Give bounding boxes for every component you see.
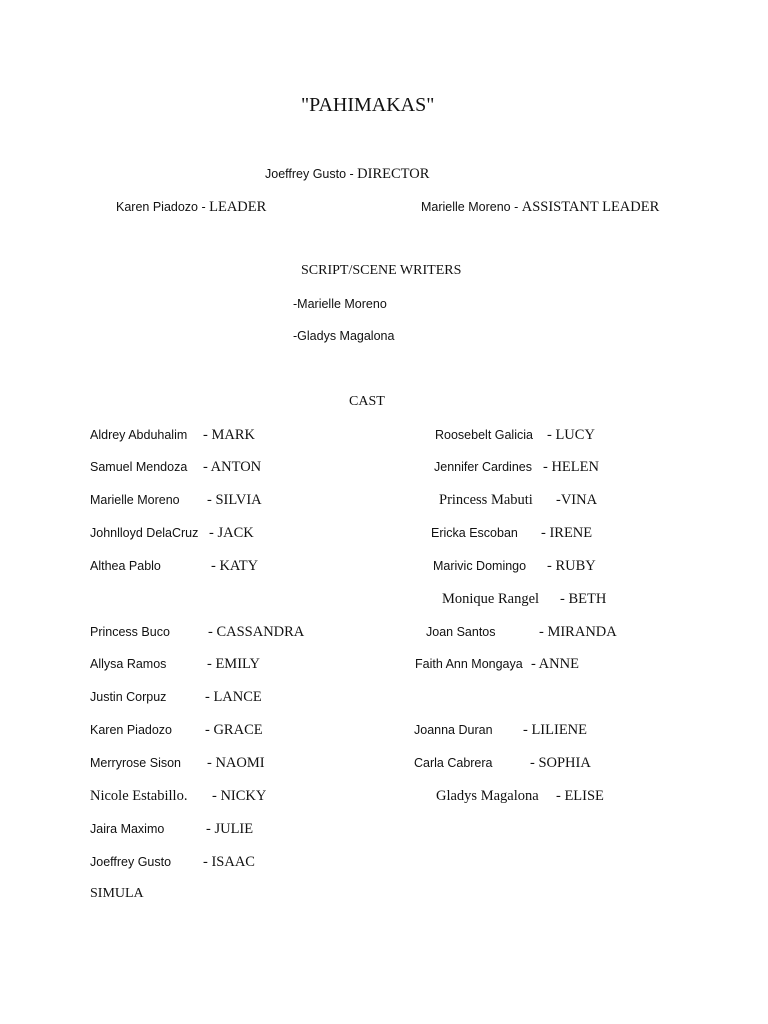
cast-actor-name: Johnlloyd DelaCruz	[90, 526, 199, 540]
cast-actor-name: Nicole Estabillo.	[90, 788, 188, 804]
cast-actor-name: Merryrose Sison	[90, 756, 181, 770]
cast-actor-name: Allysa Ramos	[90, 657, 167, 671]
cast-character: - CASSANDRA	[208, 624, 305, 640]
cast-actor-name: Joeffrey Gusto	[90, 855, 172, 869]
cast-character: - SILVIA	[207, 492, 262, 508]
cast-character: - ANNE	[531, 656, 579, 672]
cast-actor-name: Ericka Escoban	[431, 526, 518, 540]
cast-character: - ISAAC	[203, 854, 255, 870]
cast-character: - ELISE	[556, 788, 604, 804]
footer-text: SIMULA	[90, 886, 144, 901]
cast-character: - LUCY	[547, 427, 595, 443]
cast-character: - GRACE	[205, 722, 263, 738]
cast-actor-name: Roosebelt Galicia	[435, 428, 533, 442]
cast-actor-name: Carla Cabrera	[414, 756, 493, 770]
cast-actor-name: Justin Corpuz	[90, 690, 167, 704]
cast-actor-name: Faith Ann Mongaya	[415, 657, 523, 671]
cast-actor-name: Gladys Magalona	[436, 788, 539, 804]
cast-character: - EMILY	[207, 656, 260, 672]
cast-character: - MIRANDA	[539, 624, 617, 640]
cast-character: - BETH	[560, 591, 607, 607]
cast-actor-name: Marielle Moreno	[90, 493, 180, 507]
cast-actor-name: Joanna Duran	[414, 723, 493, 737]
cast-actor-name: Jennifer Cardines	[434, 460, 532, 474]
director-role: DIRECTOR	[357, 166, 430, 182]
writer-item: -Marielle Moreno	[293, 297, 387, 311]
director-name: Joeffrey Gusto -	[265, 167, 358, 181]
cast-actor-name: Princess Mabuti	[439, 492, 533, 508]
cast-character: - JACK	[209, 525, 254, 541]
cast-character: - NAOMI	[207, 755, 265, 771]
cast-character: - LANCE	[205, 689, 262, 705]
leader-role: LEADER	[209, 199, 267, 215]
cast-character: - ANTON	[203, 459, 262, 475]
assistant-leader-role: ASSISTANT LEADER	[521, 199, 660, 215]
cast-actor-name: Monique Rangel	[442, 591, 540, 607]
cast-character: - HELEN	[543, 459, 599, 475]
cast-character: - NICKY	[212, 788, 267, 804]
director-line	[265, 166, 429, 182]
cast-actor-name: Samuel Mendoza	[90, 460, 188, 474]
cast-character: - JULIE	[206, 821, 254, 837]
cast-character: - SOPHIA	[530, 755, 591, 771]
cast-character: - LILIENE	[523, 722, 588, 738]
assistant-leader-line	[421, 199, 659, 215]
cast-actor-name: Karen Piadozo	[90, 723, 173, 737]
cast-character: - KATY	[211, 558, 259, 574]
cast-character: -VINA	[556, 492, 598, 508]
cast-character: - RUBY	[547, 558, 596, 574]
cast-actor-name: Princess Buco	[90, 625, 170, 639]
leader-line	[116, 199, 266, 215]
writer-item: -Gladys Magalona	[293, 329, 395, 343]
cast-character: - IRENE	[541, 525, 593, 541]
page-title: "PAHIMAKAS"	[301, 94, 435, 116]
cast-actor-name: Althea Pablo	[90, 559, 161, 573]
cast-actor-name: Aldrey Abduhalim	[90, 428, 188, 442]
cast-actor-name: Joan Santos	[426, 625, 496, 639]
leader-name: Karen Piadozo -	[116, 200, 210, 214]
cast-actor-name: Marivic Domingo	[433, 559, 527, 573]
cast-character: - MARK	[203, 427, 255, 443]
cast-actor-name: Jaira Maximo	[90, 822, 165, 836]
writers-heading: SCRIPT/SCENE WRITERS	[301, 263, 462, 278]
assistant-leader-name: Marielle Moreno -	[421, 200, 522, 214]
cast-heading: CAST	[349, 394, 385, 409]
